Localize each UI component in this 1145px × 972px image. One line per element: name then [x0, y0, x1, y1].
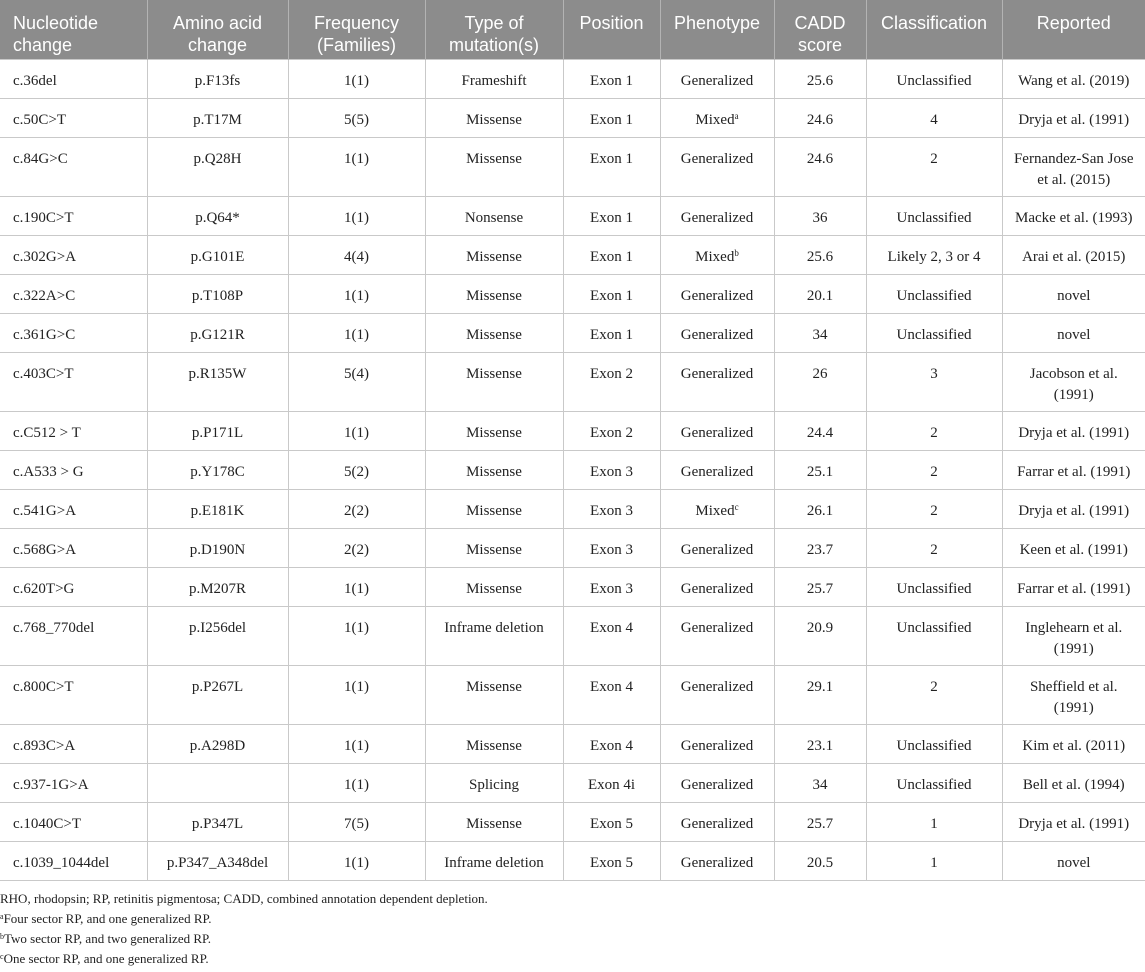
cell-amino-acid: p.P347L: [147, 802, 288, 841]
table-row: [0, 235, 1145, 274]
cell-frequency: 4(4): [288, 235, 425, 274]
cell-frequency: 1(1): [288, 274, 425, 313]
cell-reported: Bell et al. (1994): [1002, 763, 1145, 802]
cell-classification: Unclassified: [866, 196, 1002, 235]
col-header-nucleotide: Nucleotide change: [0, 0, 147, 59]
cell-cadd-score: 26: [774, 352, 866, 411]
cell-position: Exon 4: [563, 724, 660, 763]
cell-amino-acid: p.Y178C: [147, 450, 288, 489]
cell-amino-acid: p.G121R: [147, 313, 288, 352]
table-row: [0, 274, 1145, 313]
cell-classification: 2: [866, 528, 1002, 567]
table-row: [0, 489, 1145, 528]
table-row: [0, 606, 1145, 665]
cell-nucleotide: c.403C>T: [0, 352, 147, 411]
footnote-abbreviations: RHO, rhodopsin; RP, retinitis pigmentosa; CADD, combined annotation dependent depletion.: [0, 890, 488, 906]
cell-frequency: 1(1): [288, 567, 425, 606]
footnote-b: [0, 929, 1145, 949]
col-header-reported: Reported: [1002, 0, 1145, 59]
cell-classification: 2: [866, 450, 1002, 489]
cell-frequency: 1(1): [288, 606, 425, 665]
cell-cadd-score: 34: [774, 313, 866, 352]
cell-cadd-score: 26.1: [774, 489, 866, 528]
cell-phenotype: Generalized: [660, 313, 774, 352]
col-header-frequency: Frequency (Families): [288, 0, 425, 59]
cell-position: Exon 3: [563, 489, 660, 528]
cell-cadd-score: 20.9: [774, 606, 866, 665]
cell-cadd-score: 36: [774, 196, 866, 235]
cell-classification: Unclassified: [866, 274, 1002, 313]
cell-amino-acid: p.Q28H: [147, 137, 288, 196]
cell-nucleotide: c.620T>G: [0, 567, 147, 606]
cell-phenotype: Mixed$^b$: [660, 235, 774, 274]
cell-mutation-type: Missense: [425, 274, 563, 313]
cell-amino-acid: p.M207R: [147, 567, 288, 606]
phenotype-footnote-mark: a: [734, 110, 739, 121]
cell-reported: Inglehearn et al. (1991): [1002, 606, 1145, 665]
cell-position: Exon 2: [563, 352, 660, 411]
col-header-amino-acid: Amino acid change: [147, 0, 288, 59]
cell-position: Exon 1: [563, 137, 660, 196]
cell-nucleotide: c.541G>A: [0, 489, 147, 528]
cell-frequency: 5(5): [288, 98, 425, 137]
table-row: [0, 665, 1145, 724]
col-header-type: Type of mutation(s): [425, 0, 563, 59]
header-row: [0, 0, 1145, 59]
cell-reported: Dryja et al. (1991): [1002, 411, 1145, 450]
cell-nucleotide: c.84G>C: [0, 137, 147, 196]
cell-reported: Keen et al. (1991): [1002, 528, 1145, 567]
table-row: [0, 313, 1145, 352]
cell-classification: Likely 2, 3 or 4: [866, 235, 1002, 274]
cell-mutation-type: Inframe deletion: [425, 606, 563, 665]
cell-position: Exon 1: [563, 196, 660, 235]
cell-cadd-score: 25.1: [774, 450, 866, 489]
cell-frequency: 1(1): [288, 763, 425, 802]
cell-mutation-type: Missense: [425, 137, 563, 196]
cell-amino-acid: p.I256del: [147, 606, 288, 665]
cell-position: Exon 1: [563, 59, 660, 98]
cell-mutation-type: Missense: [425, 313, 563, 352]
cell-position: Exon 1: [563, 274, 660, 313]
cell-cadd-score: 25.6: [774, 59, 866, 98]
cell-phenotype: Generalized: [660, 137, 774, 196]
cell-frequency: 1(1): [288, 137, 425, 196]
cell-amino-acid: p.E181K: [147, 489, 288, 528]
cell-amino-acid: p.G101E: [147, 235, 288, 274]
cell-nucleotide: c.C512 > T: [0, 411, 147, 450]
cell-cadd-score: 34: [774, 763, 866, 802]
table-row: [0, 137, 1145, 196]
footnote-mark: a: [0, 911, 4, 921]
cell-classification: 1: [866, 841, 1002, 880]
cell-nucleotide: c.361G>C: [0, 313, 147, 352]
cell-amino-acid: p.F13fs: [147, 59, 288, 98]
cell-mutation-type: Splicing: [425, 763, 563, 802]
cell-position: Exon 3: [563, 567, 660, 606]
cell-mutation-type: Frameshift: [425, 59, 563, 98]
cell-position: Exon 1: [563, 98, 660, 137]
cell-mutation-type: Missense: [425, 235, 563, 274]
cell-position: Exon 3: [563, 450, 660, 489]
cell-reported: Farrar et al. (1991): [1002, 567, 1145, 606]
cell-phenotype: Generalized: [660, 352, 774, 411]
cell-phenotype: Generalized: [660, 724, 774, 763]
table-row: [0, 59, 1145, 98]
footnote-text: Two sector RP, and two generalized RP.: [4, 930, 212, 946]
cell-amino-acid: p.Q64*: [147, 196, 288, 235]
cell-classification: 1: [866, 802, 1002, 841]
cell-phenotype: Generalized: [660, 411, 774, 450]
cell-reported: Jacobson et al. (1991): [1002, 352, 1145, 411]
table-footnotes: [0, 881, 1145, 969]
cell-mutation-type: Missense: [425, 665, 563, 724]
cell-classification: 2: [866, 665, 1002, 724]
table-row: [0, 841, 1145, 880]
cell-phenotype: Generalized: [660, 802, 774, 841]
cell-mutation-type: Missense: [425, 489, 563, 528]
cell-cadd-score: 25.7: [774, 802, 866, 841]
cell-mutation-type: Nonsense: [425, 196, 563, 235]
table-row: [0, 411, 1145, 450]
cell-classification: 2: [866, 411, 1002, 450]
cell-nucleotide: c.36del: [0, 59, 147, 98]
cell-amino-acid: p.P171L: [147, 411, 288, 450]
cell-nucleotide: c.893C>A: [0, 724, 147, 763]
cell-mutation-type: Missense: [425, 98, 563, 137]
footnote-text: One sector RP, and one generalized RP.: [3, 950, 209, 966]
cell-phenotype: Generalized: [660, 59, 774, 98]
cell-frequency: 1(1): [288, 411, 425, 450]
cell-amino-acid: [147, 763, 288, 802]
footnote-text: Four sector RP, and one generalized RP.: [3, 910, 212, 926]
table-row: [0, 450, 1145, 489]
cell-amino-acid: p.D190N: [147, 528, 288, 567]
cell-frequency: 5(2): [288, 450, 425, 489]
cell-nucleotide: c.322A>C: [0, 274, 147, 313]
cell-classification: Unclassified: [866, 724, 1002, 763]
cell-position: Exon 4: [563, 606, 660, 665]
cell-classification: Unclassified: [866, 567, 1002, 606]
cell-phenotype: Generalized: [660, 665, 774, 724]
cell-nucleotide: c.302G>A: [0, 235, 147, 274]
cell-nucleotide: c.568G>A: [0, 528, 147, 567]
cell-reported: novel: [1002, 274, 1145, 313]
table-row: [0, 802, 1145, 841]
cell-classification: Unclassified: [866, 59, 1002, 98]
cell-reported: Fernandez-San Jose et al. (2015): [1002, 137, 1145, 196]
cell-classification: 4: [866, 98, 1002, 137]
cell-phenotype: Generalized: [660, 450, 774, 489]
cell-phenotype: Generalized: [660, 196, 774, 235]
footnote-mark: b: [0, 931, 4, 941]
col-header-classification: Classification: [866, 0, 1002, 59]
cell-mutation-type: Inframe deletion: [425, 841, 563, 880]
col-header-cadd: CADD score: [774, 0, 866, 59]
table-row: [0, 724, 1145, 763]
cell-classification: Unclassified: [866, 606, 1002, 665]
cell-frequency: 1(1): [288, 665, 425, 724]
cell-phenotype: Generalized: [660, 274, 774, 313]
cell-phenotype: Mixed$^a$: [660, 98, 774, 137]
cell-position: Exon 3: [563, 528, 660, 567]
cell-amino-acid: p.A298D: [147, 724, 288, 763]
cell-position: Exon 4i: [563, 763, 660, 802]
cell-reported: Dryja et al. (1991): [1002, 489, 1145, 528]
cell-frequency: 1(1): [288, 724, 425, 763]
cell-reported: Farrar et al. (1991): [1002, 450, 1145, 489]
footnote-a: [0, 909, 1145, 929]
cell-classification: 2: [866, 489, 1002, 528]
table-row: [0, 352, 1145, 411]
cell-cadd-score: 24.6: [774, 98, 866, 137]
cell-amino-acid: p.T17M: [147, 98, 288, 137]
cell-reported: Sheffield et al. (1991): [1002, 665, 1145, 724]
table-row: [0, 567, 1145, 606]
cell-cadd-score: 24.4: [774, 411, 866, 450]
cell-classification: 2: [866, 137, 1002, 196]
cell-frequency: 5(4): [288, 352, 425, 411]
cell-nucleotide: c.50C>T: [0, 98, 147, 137]
cell-position: Exon 1: [563, 313, 660, 352]
table-row: [0, 763, 1145, 802]
cell-phenotype: Generalized: [660, 763, 774, 802]
cell-nucleotide: c.190C>T: [0, 196, 147, 235]
cell-cadd-score: 20.1: [774, 274, 866, 313]
table-row: [0, 528, 1145, 567]
cell-cadd-score: 23.7: [774, 528, 866, 567]
table-row: [0, 98, 1145, 137]
table-body: [0, 59, 1145, 880]
cell-classification: Unclassified: [866, 313, 1002, 352]
cell-frequency: 1(1): [288, 841, 425, 880]
cell-classification: Unclassified: [866, 763, 1002, 802]
cell-frequency: 1(1): [288, 196, 425, 235]
cell-classification: 3: [866, 352, 1002, 411]
cell-amino-acid: p.R135W: [147, 352, 288, 411]
cell-amino-acid: p.P267L: [147, 665, 288, 724]
cell-phenotype: Mixed$^c$: [660, 489, 774, 528]
cell-reported: Wang et al. (2019): [1002, 59, 1145, 98]
cell-frequency: 1(1): [288, 313, 425, 352]
cell-frequency: 2(2): [288, 528, 425, 567]
cell-phenotype: Generalized: [660, 528, 774, 567]
cell-position: Exon 4: [563, 665, 660, 724]
cell-nucleotide: c.768_770del: [0, 606, 147, 665]
cell-frequency: 2(2): [288, 489, 425, 528]
phenotype-footnote-mark: c: [734, 501, 739, 512]
cell-mutation-type: Missense: [425, 450, 563, 489]
cell-mutation-type: Missense: [425, 411, 563, 450]
cell-frequency: 1(1): [288, 59, 425, 98]
cell-position: Exon 5: [563, 841, 660, 880]
cell-nucleotide: c.937-1G>A: [0, 763, 147, 802]
cell-frequency: 7(5): [288, 802, 425, 841]
cell-cadd-score: 25.7: [774, 567, 866, 606]
cell-cadd-score: 25.6: [774, 235, 866, 274]
cell-mutation-type: Missense: [425, 802, 563, 841]
footnote-c: [0, 949, 1145, 969]
cell-position: Exon 2: [563, 411, 660, 450]
cell-reported: Dryja et al. (1991): [1002, 98, 1145, 137]
cell-reported: novel: [1002, 313, 1145, 352]
cell-reported: Kim et al. (2011): [1002, 724, 1145, 763]
cell-mutation-type: Missense: [425, 528, 563, 567]
cell-cadd-score: 20.5: [774, 841, 866, 880]
cell-reported: Arai et al. (2015): [1002, 235, 1145, 274]
cell-mutation-type: Missense: [425, 567, 563, 606]
col-header-phenotype: Phenotype: [660, 0, 774, 59]
cell-position: Exon 1: [563, 235, 660, 274]
cell-phenotype: Generalized: [660, 841, 774, 880]
cell-phenotype: Generalized: [660, 606, 774, 665]
cell-nucleotide: c.1040C>T: [0, 802, 147, 841]
cell-position: Exon 5: [563, 802, 660, 841]
col-header-position: Position: [563, 0, 660, 59]
cell-phenotype: Generalized: [660, 567, 774, 606]
cell-nucleotide: c.A533 > G: [0, 450, 147, 489]
footnote-mark: c: [0, 951, 4, 961]
cell-reported: Dryja et al. (1991): [1002, 802, 1145, 841]
cell-cadd-score: 29.1: [774, 665, 866, 724]
cell-amino-acid: p.T108P: [147, 274, 288, 313]
cell-nucleotide: c.1039_1044del: [0, 841, 147, 880]
cell-cadd-score: 24.6: [774, 137, 866, 196]
cell-mutation-type: Missense: [425, 724, 563, 763]
cell-reported: novel: [1002, 841, 1145, 880]
cell-reported: Macke et al. (1993): [1002, 196, 1145, 235]
cell-cadd-score: 23.1: [774, 724, 866, 763]
cell-nucleotide: c.800C>T: [0, 665, 147, 724]
cell-mutation-type: Missense: [425, 352, 563, 411]
table-row: [0, 196, 1145, 235]
phenotype-footnote-mark: b: [734, 247, 739, 258]
cell-amino-acid: p.P347_A348del: [147, 841, 288, 880]
